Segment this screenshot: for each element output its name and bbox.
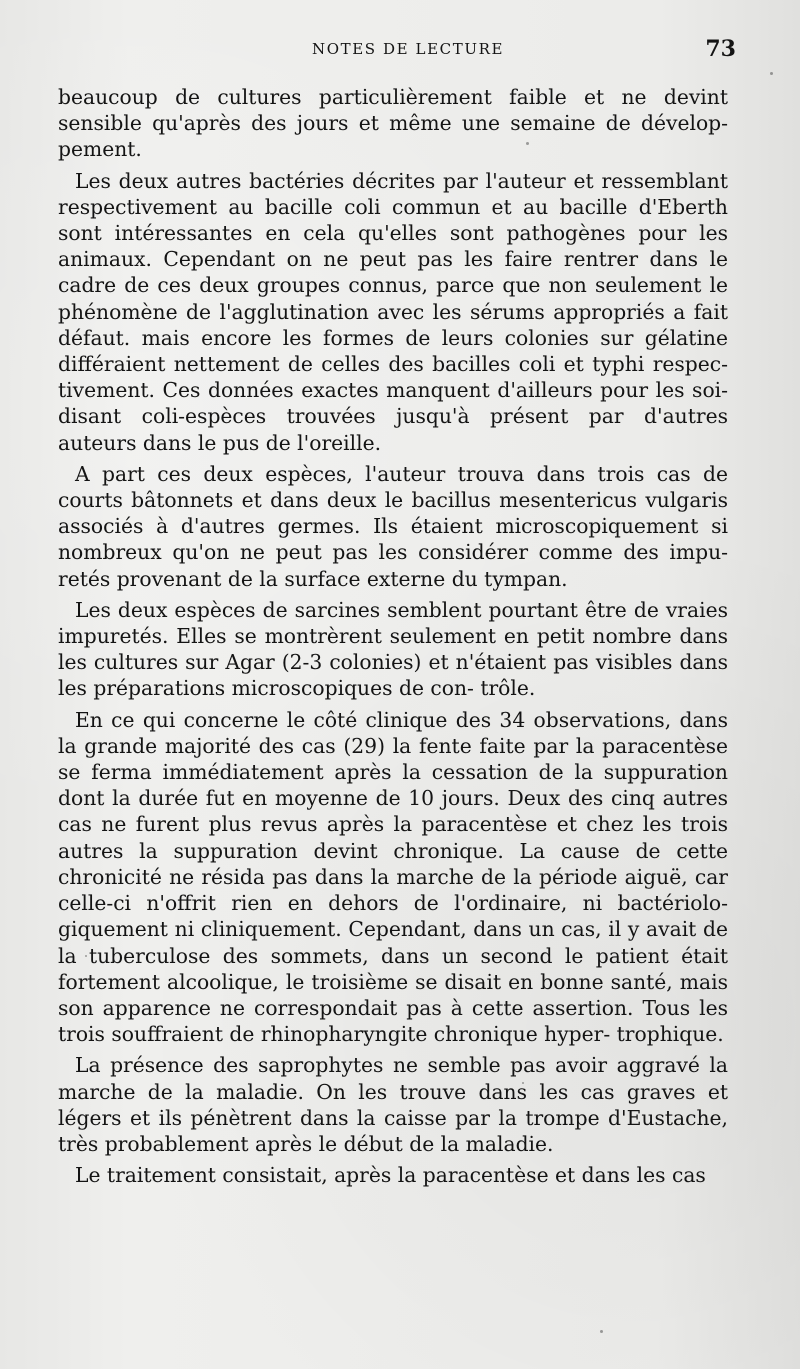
ink-speck [770, 72, 773, 75]
paragraph-continued: beaucoup de cultures particulièrement faible et ne devint sensible qu'après des jours et même une semaine de dévelop- pement. [58, 85, 728, 162]
page-header [58, 36, 736, 74]
running-head: NOTES DE LECTURE [311, 40, 505, 58]
paragraph-clinical: En ce qui concerne le côté clinique des 34 observations, dans la grande majorité des cas (29) la fente faite par la paracentèse se ferma immédiatement après la cessation de la suppuration dont la durée fut en moyenne de 10 jours. Deux des cinq autres cas ne furent plus revus après la paracentèse et chez les trois autres la suppuration devint chronique. La cause de cette chronicité ne résida pas dans la marche de la période aiguë, car celle-ci n'offrit rien en dehors de l'ordinaire, ni bactériolo- giquement ni cliniquement. Cependant, dans un cas, il y avait de la tuberculose des sommets, dans un second le patient était fortement alcoolique, le troisième se disait en bonne santé, mais son apparence ne correspondait pas à cette assertion. Tous les trois souffraient de rhinopharyngite chronique hyper- trophique. [58, 707, 728, 1047]
page-number: 73 [705, 36, 736, 62]
paragraph-saprophytes: La présence des saprophytes ne semble pas avoir aggravé la marche de la maladie. On les trouve dans les cas graves et légers et ils pénètrent dans la caisse par la trompe d'Eustache, très probablement après le début de la maladie. [58, 1053, 728, 1156]
paragraph-sarcines: Les deux espèces de sarcines semblent pourtant être de vraies impuretés. Elles se montrèrent seulement en petit nombre dans les cultures sur Agar (2-3 colonies) et n'étaient pas visibles dans les préparations microscopiques de con- trôle. [58, 597, 728, 701]
paragraph-bacteria: Les deux autres bactéries décrites par l'auteur et ressemblant respectivement au bacille coli commun et au bacille d'Eberth sont intéressantes en cela qu'elles sont pathogènes pour les animaux. Cependant on ne peut pas les faire rentrer dans le cadre de ces deux groupes connus, parce que non seulement le phénomène de l'agglutination avec les sérums appropriés a fait défaut. mais encore les formes de leurs colonies sur gélatine différaient nettement de celles des bacilles coli et typhi respec- tivement. Ces données exactes manquent d'ailleurs pour les soi-disant coli-espèces trouvées jusqu'à présent par d'autres auteurs dans le pus de l'oreille. [58, 168, 728, 455]
ink-speck [600, 1330, 603, 1333]
body-text [58, 84, 728, 1188]
paragraph-treatment: Le traitement consistait, après la paracentèse et dans les cas [75, 1163, 706, 1188]
paragraph-other-species: A part ces deux espèces, l'auteur trouva dans trois cas de courts bâtonnets et dans deux le bacillus mesentericus vulgaris associés à d'autres germes. Ils étaient microscopiquement si nombreux qu'on ne peut pas les considérer comme des impu- retés provenant de la surface externe du tympan. [58, 461, 728, 591]
